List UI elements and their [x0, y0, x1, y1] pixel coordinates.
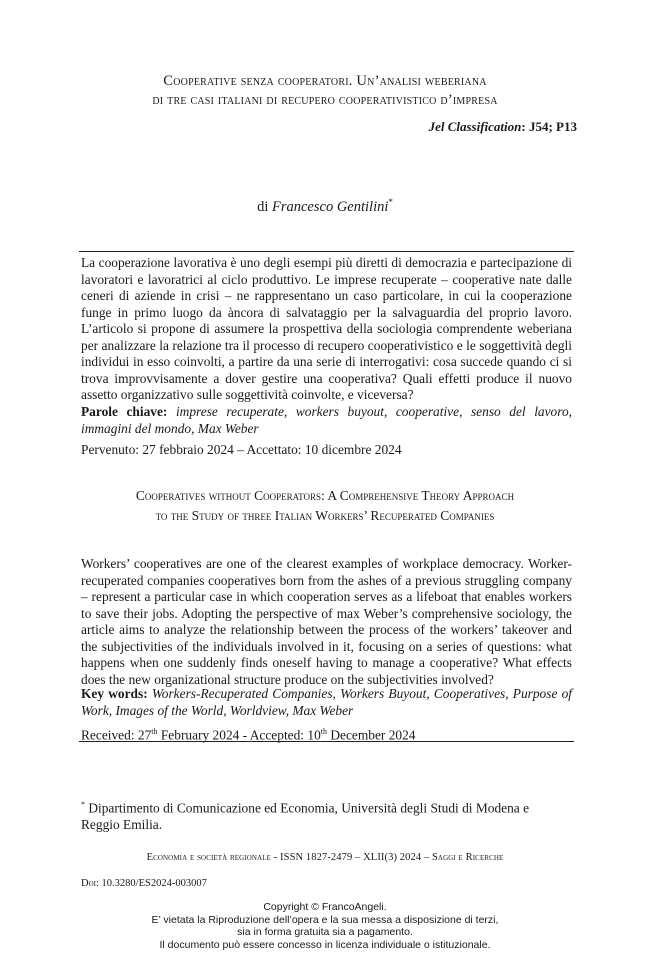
received-date: Received: 27: [81, 727, 152, 743]
journal-section: Saggi e Ricerche: [431, 852, 504, 863]
title-en-line-2: to the Study of three Italian Workers’ Recuperated Companies: [155, 507, 495, 523]
jel-codes: : J54; P13: [521, 119, 577, 134]
footnote-marker: *: [81, 800, 85, 809]
keywords-english: [81, 686, 572, 719]
keywords-en-list: Workers-Recuperated Companies, Workers Buyout, Cooperatives, Purpose of Work, Images of the World, Worldview, Max Weber: [81, 686, 572, 718]
author-name: Francesco Gentilini: [272, 198, 389, 215]
doi-value: : 10.3280/ES2024-003007: [95, 878, 207, 889]
article-title-english: [0, 486, 650, 525]
jel-classification: [429, 119, 577, 135]
article-title-italian: [0, 72, 650, 110]
author-affiliation-footnote: [81, 796, 571, 833]
jel-label: Jel Classification: [428, 119, 522, 134]
copyright-line-1: Copyright © FrancoAngeli.: [263, 901, 387, 913]
abstract-english: Workers’ cooperatives are one of the clearest examples of workplace democracy. Worker-recuperated companies cooperatives born from the ashes of a previous struggling company – represent a particular case in which cooperation serves as a lifeboat that enables workers to save their jobs. Adopting the perspective of max Weber’s comprehensive sociology, the article aims to analyze the relationship between the process of the workers’ takeover and the subjectivities of the individuals involved in it, focusing on a series of questions: what happens when one suddenly finds oneself having to manage a cooperative? What effects does the new organizational structure produce on the subjectivities involved?: [81, 556, 572, 687]
keywords-it-label: Parole chiave:: [81, 404, 168, 419]
copyright-line-4: Il documento può essere concesso in licenza individuale o istituzionale.: [159, 938, 491, 951]
doi: [81, 878, 207, 889]
title-it-line-2: di tre casi italiani di recupero cooperativistico d’impresa: [152, 92, 498, 108]
abstract-italian: La cooperazione lavorativa è uno degli esempi più diretti di democrazia e partecipazione di lavoratori e lavoratrici al ciclo produttivo. Le imprese recuperate – cooperative nate dalle ceneri di aziende in crisi – ne rappresentano un caso particolare, in cui la cooperazione funge in primo luogo da àncora di salvataggio per la salvaguardia del proprio lavoro. L’articolo si propone di assumere la prospettiva della sociologia comprendente weberiana per analizzare la relazione tra il processo di recupero cooperativistico e le soggettività degli individui in esso coinvolti, a partire da una serie di interrogativi: cosa succede quando ci si trova improvvisamente a dover gestire una cooperativa? Quali effetti produce il nuovo assetto organizzativo sulle soggettività coinvolte, e viceversa?: [81, 255, 572, 402]
divider-top: [79, 251, 574, 252]
accepted-month-year: December 2024: [327, 727, 416, 743]
dates-italian: Pervenuto: 27 febbraio 2024 – Accettato: 10 dicembre 2024: [81, 442, 402, 457]
keywords-en-label: Key words:: [81, 686, 148, 701]
doi-label: Doi: [81, 878, 96, 889]
author-prefix: di: [257, 198, 272, 215]
journal-info: - ISSN 1827-2479 – XLII(3) 2024 –: [271, 852, 432, 863]
accepted-date: February 2024 - Accepted: 10: [157, 727, 321, 743]
keywords-it-list: imprese recuperate, workers buyout, cooperative, senso del lavoro, immagini del mondo, Max Weber: [81, 404, 573, 436]
copyright-line-2: E’ vietata la Riproduzione dell’opera e la sua messa a disposizione di terzi,: [151, 913, 499, 926]
journal-footer: [0, 852, 650, 863]
title-it-line-1: Cooperative senza cooperatori. Un’analisi weberiana: [163, 73, 487, 89]
author-line: [0, 197, 650, 216]
copyright-line-3: sia in forma gratuita sia a pagamento.: [237, 926, 413, 939]
received-ordinal: th: [151, 727, 158, 736]
author-footnote-marker: *: [388, 197, 393, 207]
divider-bottom: [79, 741, 574, 742]
footnote-text: Dipartimento di Comunicazione ed Economia, Università degli Studi di Modena e Reggio Emilia.: [81, 800, 530, 833]
copyright-notice: [0, 901, 650, 951]
accepted-ordinal: th: [320, 727, 327, 736]
journal-name: Economia e società regionale: [146, 852, 271, 863]
title-en-line-1: Cooperatives without Cooperators: A Comprehensive Theory Approach: [135, 488, 515, 503]
keywords-italian: [81, 404, 572, 437]
